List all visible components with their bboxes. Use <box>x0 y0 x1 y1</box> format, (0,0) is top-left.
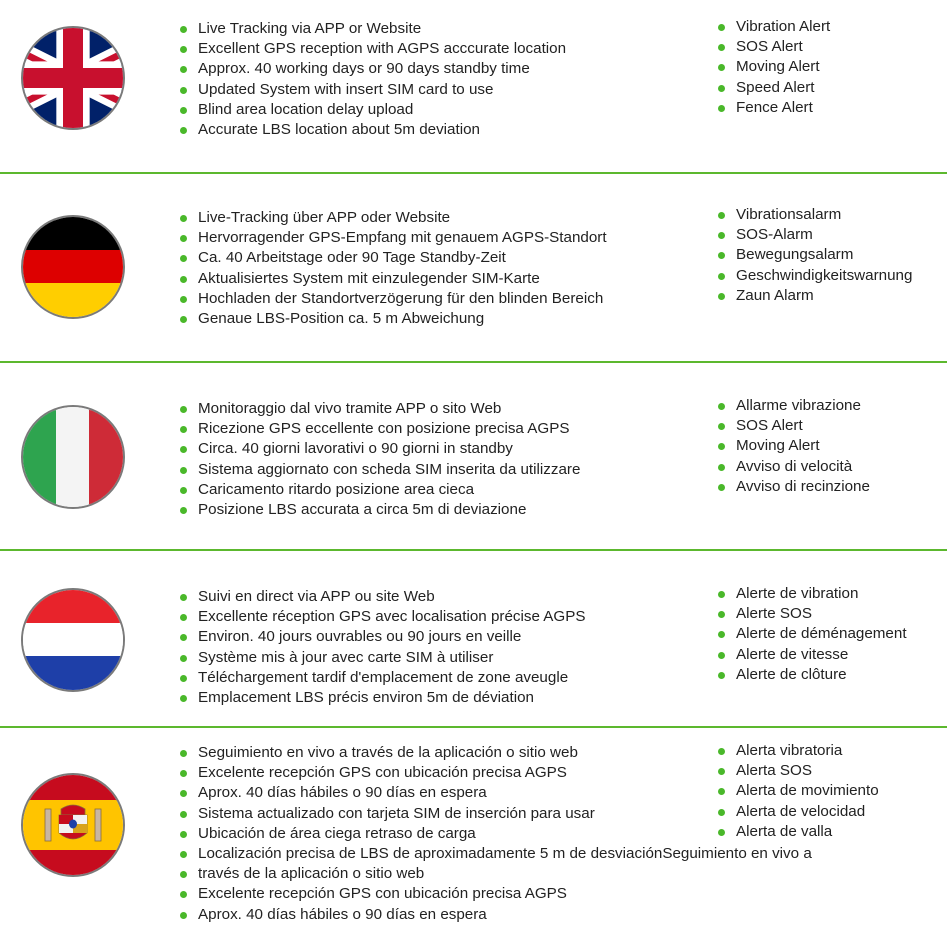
feature-item: Monitoraggio dal vivo tramite APP o sito Web <box>178 399 580 419</box>
alert-list-fr <box>716 584 907 685</box>
alert-item: Alerta de velocidad <box>716 802 879 822</box>
feature-item: Caricamento ritardo posizione area cieca <box>178 480 580 500</box>
alert-list-it <box>716 396 870 497</box>
alert-item: Alerta de valla <box>716 822 879 842</box>
alert-item: SOS Alert <box>716 416 870 436</box>
feature-item: Excelente recepción GPS con ubicación precisa AGPS <box>178 884 812 904</box>
alert-item: Avviso di recinzione <box>716 477 870 497</box>
feature-item: Téléchargement tardif d'emplacement de zone aveugle <box>178 668 585 688</box>
alert-item: SOS Alert <box>716 37 830 57</box>
feature-item: Hochladen der Standortverzögerung für den blinden Bereich <box>178 289 607 309</box>
feature-item: Blind area location delay upload <box>178 100 566 120</box>
alert-item: Moving Alert <box>716 436 870 456</box>
spanish-flag-icon <box>23 775 123 875</box>
section-divider <box>0 361 947 363</box>
section-divider <box>0 549 947 551</box>
feature-item: Posizione LBS accurata a circa 5m di deviazione <box>178 500 580 520</box>
alert-item: Alerte de vibration <box>716 584 907 604</box>
german-flag-icon <box>23 217 123 317</box>
feature-item: Genaue LBS-Position ca. 5 m Abweichung <box>178 309 607 329</box>
feature-item: Excellente réception GPS avec localisation précise AGPS <box>178 607 585 627</box>
feature-item: Ricezione GPS eccellente con posizione precisa AGPS <box>178 419 580 439</box>
feature-item: Sistema aggiornato con scheda SIM inserita da utilizzare <box>178 460 580 480</box>
feature-item: Sistema actualizado con tarjeta SIM de inserción para usar <box>178 804 812 824</box>
feature-item: Hervorragender GPS-Empfang mit genauem AGPS-Standort <box>178 228 607 248</box>
alert-item: Geschwindigkeitswarnung <box>716 266 912 286</box>
alert-item: Bewegungsalarm <box>716 245 912 265</box>
feature-item: Seguimiento en vivo a través de la aplicación o sitio web <box>178 743 812 763</box>
uk-flag <box>21 26 125 130</box>
alert-list-en <box>716 17 830 118</box>
alert-item: Alerte de déménagement <box>716 624 907 644</box>
section-divider <box>0 726 947 728</box>
alert-item: Alerte de clôture <box>716 665 907 685</box>
alert-item: Alerte SOS <box>716 604 907 624</box>
alert-item: Vibrationsalarm <box>716 205 912 225</box>
feature-item: Localización precisa de LBS de aproximadamente 5 m de desviaciónSeguimiento en vivo a <box>178 844 812 864</box>
feature-item: Updated System with insert SIM card to use <box>178 80 566 100</box>
feature-item: Suivi en direct via APP ou site Web <box>178 587 585 607</box>
feature-item: Ubicación de área ciega retraso de carga <box>178 824 812 844</box>
spanish-flag <box>21 773 125 877</box>
alert-item: Allarme vibrazione <box>716 396 870 416</box>
dutch-flag-icon <box>23 590 123 690</box>
alert-item: Moving Alert <box>716 57 830 77</box>
alert-list-de <box>716 205 912 306</box>
uk-flag-icon <box>23 28 123 128</box>
alert-item: Speed Alert <box>716 78 830 98</box>
feature-list-de <box>178 208 607 329</box>
feature-item: Système mis à jour avec carte SIM à utiliser <box>178 648 585 668</box>
feature-list-fr <box>178 587 585 708</box>
italian-flag-icon <box>23 407 123 507</box>
feature-item: Aprox. 40 días hábiles o 90 días en espera <box>178 783 812 803</box>
alert-item: Alerta SOS <box>716 761 879 781</box>
feature-item: Live Tracking via APP or Website <box>178 19 566 39</box>
alert-item: SOS-Alarm <box>716 225 912 245</box>
feature-item: Environ. 40 jours ouvrables ou 90 jours en veille <box>178 627 585 647</box>
feature-item: Approx. 40 working days or 90 days standby time <box>178 59 566 79</box>
alert-item: Vibration Alert <box>716 17 830 37</box>
feature-item: Aprox. 40 días hábiles o 90 días en espera <box>178 905 812 925</box>
feature-item: Aktualisiertes System mit einzulegender SIM-Karte <box>178 269 607 289</box>
feature-item: Excelente recepción GPS con ubicación precisa AGPS <box>178 763 812 783</box>
german-flag <box>21 215 125 319</box>
alert-item: Zaun Alarm <box>716 286 912 306</box>
feature-item: Circa. 40 giorni lavorativi o 90 giorni in standby <box>178 439 580 459</box>
alert-item: Fence Alert <box>716 98 830 118</box>
alert-list-es <box>716 741 879 842</box>
feature-item: Excellent GPS reception with AGPS acccurate location <box>178 39 566 59</box>
feature-item: Accurate LBS location about 5m deviation <box>178 120 566 140</box>
section-divider <box>0 172 947 174</box>
feature-item: Ca. 40 Arbeitstage oder 90 Tage Standby-Zeit <box>178 248 607 268</box>
feature-item: Live-Tracking über APP oder Website <box>178 208 607 228</box>
feature-list-it <box>178 399 580 520</box>
alert-item: Alerta de movimiento <box>716 781 879 801</box>
feature-list-en <box>178 19 566 140</box>
alert-item: Alerte de vitesse <box>716 645 907 665</box>
feature-item: través de la aplicación o sitio web <box>178 864 812 884</box>
feature-item: Emplacement LBS précis environ 5m de déviation <box>178 688 585 708</box>
italian-flag <box>21 405 125 509</box>
alert-item: Alerta vibratoria <box>716 741 879 761</box>
alert-item: Avviso di velocità <box>716 457 870 477</box>
dutch-flag <box>21 588 125 692</box>
